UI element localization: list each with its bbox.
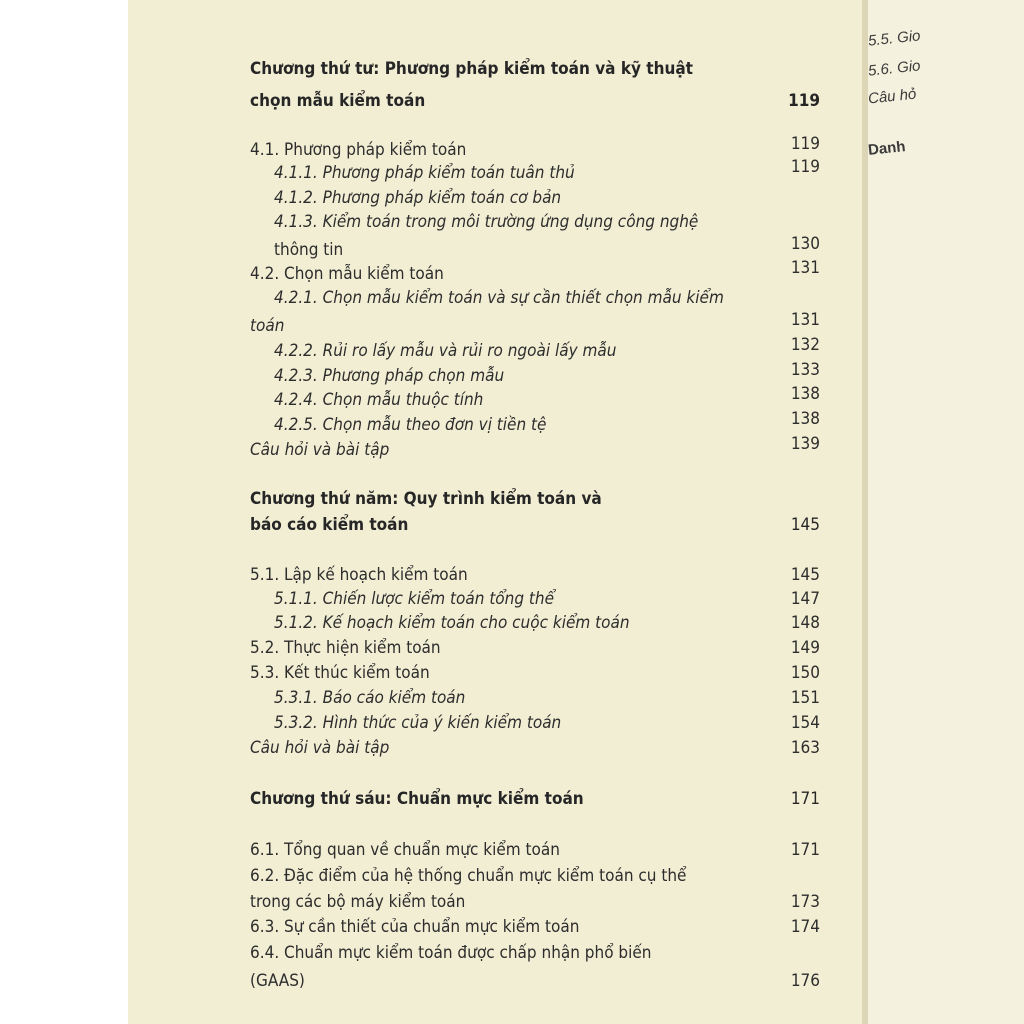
- toc-chapter-heading: Chương thứ tư: Phương pháp kiểm toán và kỹ thuật: [250, 59, 693, 79]
- toc-subsection: 4.1.2. Phương pháp kiểm toán cơ bản: [274, 188, 562, 208]
- toc-subsection: 4.2.2. Rủi ro lấy mẫu và rủi ro ngoài lấy mẫu 132: [274, 335, 820, 361]
- facing-page-line: Danh: [867, 138, 907, 159]
- toc-subsection: 5.1.1. Chiến lược kiểm toán tổng thể 147: [274, 589, 820, 609]
- toc-section: 6.4. Chuẩn mực kiểm toán được chấp nhận phổ biến: [250, 943, 652, 963]
- toc-exercises: Câu hỏi và bài tập 163: [250, 738, 820, 758]
- toc-chapter-heading: Chương thứ sáu: Chuẩn mực kiểm toán 171: [250, 789, 820, 809]
- toc-section: 5.3. Kết thúc kiểm toán 150: [250, 663, 820, 683]
- toc-subsection: 4.2.4. Chọn mẫu thuộc tính 138: [274, 384, 820, 410]
- toc-subsection: toán 131: [250, 310, 820, 336]
- toc-chapter-heading: Chương thứ năm: Quy trình kiểm toán và: [250, 489, 602, 509]
- toc-section: (GAAS) 176: [250, 971, 820, 991]
- toc-section: 4.1. Phương pháp kiểm toán 119: [250, 134, 820, 160]
- toc-subsection: 5.1.2. Kế hoạch kiểm toán cho cuộc kiểm toán 148: [274, 613, 820, 633]
- toc-subsection: thông tin 130: [274, 234, 820, 260]
- facing-page-line: 5.5. Gio: [867, 27, 922, 50]
- toc-section: trong các bộ máy kiểm toán 173: [250, 892, 820, 912]
- toc-subsection: 4.1.1. Phương pháp kiểm toán tuân thủ 119: [274, 157, 820, 183]
- toc-subsection: 4.2.1. Chọn mẫu kiểm toán và sự cần thiết chọn mẫu kiểm: [274, 288, 724, 308]
- toc-section: 6.2. Đặc điểm của hệ thống chuẩn mực kiểm toán cụ thể: [250, 866, 687, 886]
- toc-section: 6.1. Tổng quan về chuẩn mực kiểm toán 171: [250, 840, 820, 860]
- toc-subsection: 5.3.2. Hình thức của ý kiến kiểm toán 154: [274, 713, 820, 733]
- toc-subsection: 5.3.1. Báo cáo kiểm toán 151: [274, 688, 820, 708]
- toc-subsection: 4.2.3. Phương pháp chọn mẫu 133: [274, 360, 820, 386]
- toc-section: 5.2. Thực hiện kiểm toán 149: [250, 638, 820, 658]
- toc-section: 6.3. Sự cần thiết của chuẩn mực kiểm toán 174: [250, 917, 820, 937]
- toc-section: 4.2. Chọn mẫu kiểm toán 131: [250, 258, 820, 284]
- toc-subsection: 4.2.5. Chọn mẫu theo đơn vị tiền tệ 138: [274, 409, 820, 435]
- toc-chapter-heading: báo cáo kiểm toán 145: [250, 515, 820, 535]
- facing-page-line: Câu hỏ: [867, 85, 918, 108]
- toc-exercises: Câu hỏi và bài tập 139: [250, 434, 820, 460]
- toc-section: 5.1. Lập kế hoạch kiểm toán 145: [250, 565, 820, 585]
- facing-page-line: 5.6. Gio: [867, 57, 922, 80]
- facing-page: [868, 0, 1024, 1024]
- toc-chapter-heading: chọn mẫu kiểm toán 119: [250, 91, 820, 111]
- toc-subsection: 4.1.3. Kiểm toán trong môi trường ứng dụng công nghệ: [274, 212, 699, 232]
